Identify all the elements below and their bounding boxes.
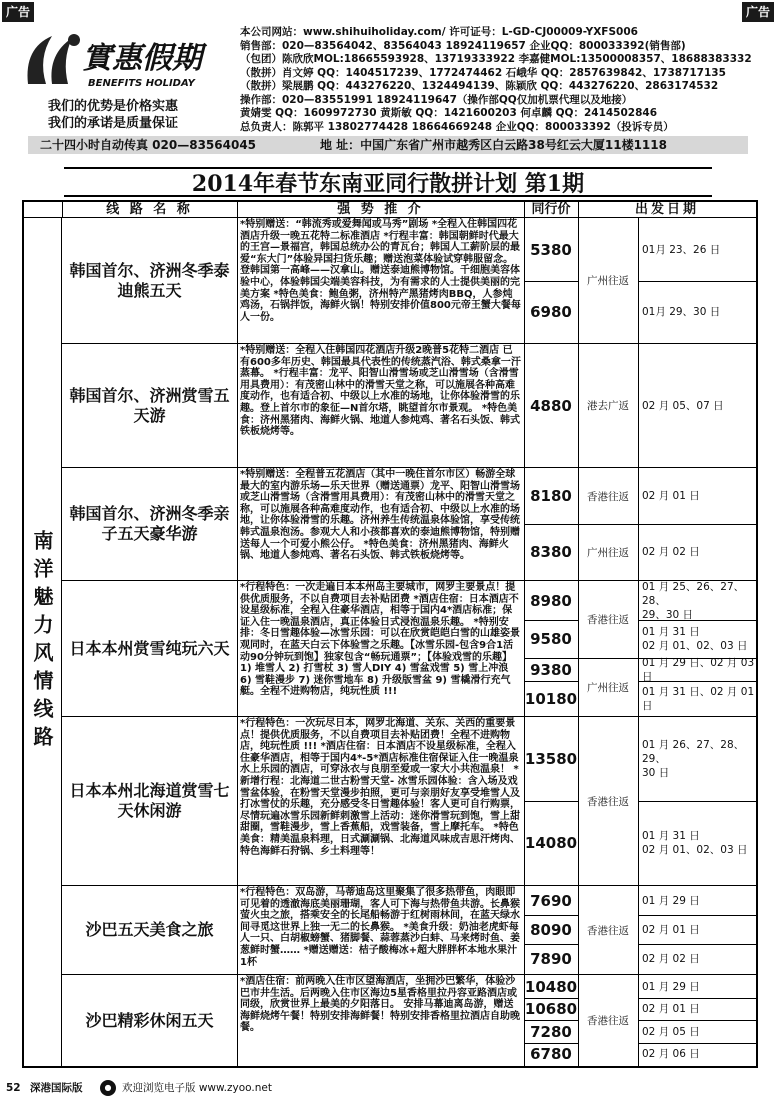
divider: [638, 998, 756, 999]
divider: [524, 524, 578, 525]
column-divider: [237, 717, 238, 885]
column-divider: [578, 344, 579, 467]
header-divider: [578, 202, 579, 218]
header: [0, 22, 776, 152]
header-divider: [62, 202, 63, 218]
route-highlights: *特别赠送：全程普五花酒店（其中一晚住首尔市区）畅游全球最大的室内游乐场—乐天世界（赠送通票）龙平、阳智山滑雪场或芝山滑雪场（含滑雪用具费用）：有茂密山林中的滑雪天堂之称，可以施展各种高难度动作，也有适合初、中级以上水准的场地，让你体验滑雪的乐趣。济州养生传统温泉体验馆，享受传统韩式温泉泡汤。参观大人和小孩都喜欢的泰迪熊博物馆，特别赠送每人一个可爱小熊公仔。 *特色美食：济州黑猪肉、海鲜火锅、地道人参炖鸡、著名石头饭、韩式铁板烧烤等。: [240, 469, 520, 562]
divider: [638, 915, 756, 916]
column-divider: [578, 218, 579, 343]
divider: [638, 620, 756, 621]
price-offer: [524, 658, 756, 681]
divider: [524, 915, 578, 916]
column-divider: [638, 975, 639, 1066]
header-price: 同行价: [531, 202, 571, 217]
divider: [638, 658, 756, 659]
price-offer: [524, 281, 756, 343]
column-divider: [524, 344, 525, 467]
departure-city: 广州往返: [587, 546, 629, 559]
departure-city: 香港往返: [587, 795, 629, 808]
column-divider: [524, 975, 525, 1066]
divider: [638, 524, 756, 525]
route-highlights: *酒店住宿：前两晚入住市区望海酒店，坐拥沙巴繁华，体验沙巴市井生活。后两晚入住市区海边5星香格里拉丹容亚路酒店或同级，欣赏世界上最美的夕阳落日。 安排马幕迪离岛游，赠送海鲜烧烤午餐！特别安排海鲜餐！特别安排香格里拉酒店自助晚餐。: [240, 976, 520, 1034]
departure-city: 港去广返: [587, 400, 629, 412]
price-offer: [524, 886, 756, 915]
offer-price: 14080: [524, 834, 578, 852]
departure-city: 广州往返: [587, 275, 629, 287]
route-offers: [524, 886, 756, 974]
departure-date: 01月 29、30 日: [642, 306, 721, 318]
column-divider: [578, 975, 579, 1066]
header-route: 线 路 名 称: [106, 202, 193, 217]
ad-tag-right: 广告: [742, 2, 774, 22]
contact-line: 操作部：020—83551991 18924119647（操作部QQ仅加机票代理以及地接）: [240, 93, 633, 106]
departure-date: 01 月 29 日: [642, 980, 700, 993]
column-divider: [638, 581, 639, 716]
header-divider: [524, 202, 525, 218]
contact-line: 本公司网站：www.shihuiholiday.com/ 许可证号：L-GD-CJ00009-YXFS006: [240, 26, 638, 38]
departure-date: 02 月 02 日: [642, 953, 700, 965]
offer-price: 8180: [530, 487, 572, 505]
offer-dates: [638, 717, 756, 801]
route-highlights: *行程特色：一次玩尽日本，网罗北海道、关东、关西的重要景点！提供优质服务，不以自费项目去补贴团费！全程不进购物店，纯玩性质 !!! *酒店住宿：日本酒店不设星级标准，全程入住豪华酒店，相等于国内4*-5*酒店标准住宿保证入住一晚温泉水上乐园的酒店，可穿泳衣与良朋至爱或一家大小共泡温泉！ *新增行程：北海道二世古粉雪天堂- 冰雪乐园体验：含入场及戏雪盆体验，在粉雪天堂漫步拍照，更可与亲朋好友享受堆雪人及打冰雪仗的乐趣，充分感受冬日雪趣体验！客人更可自行购票，尽情玩遍冰雪乐园新鲜刺激雪上活动：迷你滑雪玩到饱，雪上甜甜圈，雪鞋漫步，雪上香蕉船，戏雪装备，雪上摩托车。 *特色美食：精美温泉料理，日式涮涮锅、北海道风味成吉思汗烤肉、特色海鲜石狩锅、乡土料理等！: [240, 718, 520, 857]
region-text: 南洋魅力风情线路: [30, 530, 54, 754]
offer-dates: [638, 281, 756, 343]
column-divider: [524, 581, 525, 716]
logo-brand-cn: 實惠假期: [82, 41, 202, 76]
route-offers: [524, 218, 756, 343]
column-divider: [237, 975, 238, 1066]
divider: [578, 658, 638, 659]
divider: [638, 1043, 756, 1044]
route-highlights: *特别赠送：全程入住韩国四花酒店升级2晚普5花特二酒店 已有600多年历史、韩国最具代表性的传统蒸汽浴、韩式桑拿一汗蒸幕。 *行程丰富：龙平、阳智山滑雪场或芝山滑雪场（含滑雪用具费用）：有茂密山林中的滑雪天堂之称，可以施展各种高难度动作，也有适合初、中级以上水准的场地，让你体验滑雪的乐趣。登上首尔市的象征—N首尔塔，眺望首尔市景观。 *特色美食：济州黑猪肉、海鲜火锅、地道人参炖鸡、著名石头饭、韩式铁板烧烤等。: [240, 345, 521, 438]
column-divider: [578, 717, 579, 885]
contact-line: （包团）陈欣欣MOL:18665593928、13719333922 李嘉健MOL:13500008357、18688383332: [240, 53, 752, 65]
departure-date: 01 月 31 日: [642, 830, 700, 842]
contact-line: （散拼）肖文婷 QQ：1404517239、1772474462 石峨华 QQ：2857639842、1738717135: [240, 66, 726, 79]
header-divider: [237, 202, 238, 218]
divider: [578, 524, 638, 525]
page-number: 52: [6, 1082, 21, 1094]
offer-dates: [638, 975, 756, 998]
departure-date: 02 月 05、07 日: [642, 399, 724, 412]
departure-city: 香港往返: [587, 614, 629, 626]
column-divider: [524, 468, 525, 580]
offer-dates: [638, 944, 756, 974]
divider: [524, 658, 578, 659]
divider: [638, 1020, 756, 1021]
departure-date: 01 月 29 日、02 月 03 日: [642, 656, 755, 683]
departure-date: 02 月 01、02、03 日: [642, 844, 748, 856]
offer-dates: [638, 620, 756, 658]
price-offer: [524, 681, 756, 716]
ad-tag-left: 广告: [2, 2, 34, 22]
column-divider: [524, 218, 525, 343]
divider: [638, 801, 756, 802]
departure-date: 01 月 26、27、28、29、: [642, 739, 745, 765]
column-divider: [638, 468, 639, 580]
divider: [524, 1020, 578, 1021]
slogans: [48, 98, 178, 132]
route-row: [62, 344, 756, 468]
route-row: [62, 717, 756, 886]
offer-price: 8980: [530, 591, 572, 610]
region-label: [24, 218, 62, 1066]
divider: [638, 681, 756, 682]
departure-date: 02 月 02 日: [642, 546, 700, 558]
departure-city: 香港往返: [587, 924, 629, 937]
route-offers: [524, 581, 756, 716]
route-highlights: *行程特色：双岛游，马蒂迪岛这里聚集了很多热带鱼，肉眼即可见着的透澈海底美丽珊瑚，客人可下海与热带鱼共游。长鼻猴萤火虫之旅，搭乘安全的长尾船畅游于红树雨林间，在蓝天绿水间寻觅这世界上独一无二的长鼻猴。 *美食升级：奶油老虎虾每人一只、白胡椒螃蟹、猪脚餐、蒜蓉蒸沙白蚌、马来烤时鱼、姜葱鲜时蟹…… *赠送赠送：桔子酸梅冰+超大胖胖杯本地水果汁1杯: [240, 887, 520, 968]
route-offers: [524, 344, 756, 467]
column-divider: [638, 717, 639, 885]
offer-dates: [638, 218, 756, 281]
offer-dates: [638, 998, 756, 1020]
column-divider: [237, 344, 238, 467]
contact-line: 总负责人：陈郭平 13802774428 18664669248 企业QQ：800033392（投诉专员）: [240, 120, 674, 133]
route-row: [62, 468, 756, 581]
price-offer: [524, 1043, 756, 1065]
divider: [524, 944, 578, 945]
price-offer: [524, 524, 756, 580]
column-divider: [237, 886, 238, 974]
departure-city: 香港往返: [587, 490, 629, 503]
price-offer: [524, 944, 756, 974]
route-row: [62, 218, 756, 344]
fax-address-bar: [28, 136, 748, 154]
column-divider: [237, 218, 238, 343]
departure-date: 29、30 日: [642, 608, 694, 621]
fax-number: 二十四小时自动传真 020—83564045: [40, 138, 257, 152]
route-name: 沙巴精彩休闲五天: [85, 1010, 214, 1030]
offer-dates: [638, 468, 756, 524]
price-offer: [524, 717, 756, 801]
departure-date: 02 月 01 日: [642, 490, 700, 502]
divider: [524, 998, 578, 999]
price-offer: [524, 975, 756, 998]
offer-dates: [638, 681, 756, 716]
column-divider: [638, 218, 639, 343]
offer-dates: [638, 524, 756, 580]
logo-brand-en: BENEFITS HOLIDAY: [88, 78, 195, 89]
offer-dates: [638, 658, 756, 681]
slogan-line: 我们的优势是价格实惠: [48, 99, 179, 114]
route-name: 沙巴五天美食之旅: [85, 920, 214, 939]
offer-dates: [638, 1020, 756, 1043]
offer-price: 8380: [530, 543, 572, 561]
offer-price: 9380: [530, 660, 572, 679]
column-divider: [237, 468, 238, 580]
route-name: 韩国首尔、济洲冬季亲子五天豪华游: [69, 504, 230, 543]
offer-dates: [638, 344, 756, 467]
header-departure: 出发日期: [634, 202, 699, 217]
offer-price: 9580: [530, 630, 572, 648]
column-divider: [638, 344, 639, 467]
price-offer: [524, 998, 756, 1020]
route-highlights: *特别赠送：“韩流秀或爱舞闻或马秀”剧场 *全程入住韩国四花酒店升级一晚五花特二标准酒店 *行程丰富：韩国朝鲜时代最大的王宫—景福宫，韩国总统办公的青瓦台；韩国人工薪阶层的最爱“东大门”体验异国扫货乐趣；赠送泡菜体验试穿韩服留念。登韩国第一高峰——汉拿山。赠送泰迪熊博物馆。千细胞美容体验中心，体验韩国尖端美容科技，为有需求的人士提供美丽的完美方案 *特色美食：鲍鱼粥，济州特产黑猪烤肉BBQ，人参炖鸡汤，石锅拌饭，海鲜火锅！特别安排价值800元帝王蟹大餐每人一份。: [240, 219, 521, 323]
departure-date: 02 月 01 日: [642, 1003, 700, 1015]
offer-dates: [638, 801, 756, 885]
departure-date: 30 日: [642, 767, 670, 779]
offer-price: 8090: [530, 920, 572, 939]
price-offer: [524, 218, 756, 281]
departure-city: 香港往返: [587, 1014, 629, 1027]
departure-date: 01月 23、26 日: [642, 243, 721, 256]
departure-date: 02 月 01 日: [642, 923, 700, 936]
price-offer: [524, 620, 756, 658]
route-name: 韩国首尔、济洲冬季泰迪熊五天: [69, 260, 230, 300]
offer-price: 10680: [524, 1000, 578, 1018]
divider: [524, 620, 578, 621]
contact-info: [240, 26, 774, 134]
price-offer: [524, 468, 756, 524]
column-divider: [578, 886, 579, 974]
departure-date: 01 月 25、26、27、28、: [642, 580, 745, 607]
divider: [638, 281, 756, 282]
divider: [524, 801, 578, 802]
offer-price: 13580: [524, 750, 578, 768]
edition-name: 深港国际版: [30, 1082, 83, 1094]
departure-date: 02 月 05 日: [642, 1025, 700, 1038]
route-offers: [524, 717, 756, 885]
page-title: 2014年春节东南亚同行散拼计划 第1期: [64, 167, 712, 197]
route-row: [62, 886, 756, 975]
column-divider: [524, 717, 525, 885]
column-divider: [237, 581, 238, 716]
footer: [0, 1078, 776, 1098]
column-divider: [638, 886, 639, 974]
column-divider: [524, 886, 525, 974]
slogan-line: 我们的承诺是质量保证: [48, 116, 179, 131]
departure-date: 02 月 01、02、03 日: [642, 640, 748, 652]
price-offer: [524, 801, 756, 885]
route-offers: [524, 468, 756, 580]
departure-date: 02 月 06 日: [642, 1048, 700, 1060]
offer-price: 7280: [530, 1022, 572, 1041]
offer-price: 6980: [530, 303, 572, 321]
departure-city: 广州往返: [587, 681, 629, 694]
departure-date: 01 月 31 日: [642, 626, 700, 638]
brand-logo: [22, 28, 232, 94]
offer-price: 7690: [530, 891, 572, 910]
offer-price: 4880: [530, 396, 572, 415]
offer-dates: [638, 581, 756, 620]
column-divider: [578, 581, 579, 716]
price-offer: [524, 1020, 756, 1043]
divider: [638, 944, 756, 945]
column-divider: [578, 468, 579, 580]
offer-price: 6780: [530, 1045, 572, 1063]
offer-dates: [638, 1043, 756, 1065]
divider: [524, 1043, 578, 1044]
departure-date: 01 月 31 日、02 月 01 日: [642, 685, 755, 712]
route-row: [62, 581, 756, 717]
offer-price: 10180: [524, 689, 578, 708]
publisher-logo-icon: ●: [100, 1080, 116, 1096]
contact-line: （散拼）梁展鹏 QQ：443276220、1324494139、陈颖欣 QQ：443276220、2863174532: [240, 80, 719, 92]
offer-price: 5380: [530, 240, 572, 259]
contact-line: 销售部：020—83564042、83564043 18924119657 企业QQ：800033392(销售部): [240, 39, 686, 52]
route-name: 日本本州赏雪纯玩六天: [69, 638, 230, 658]
route-name: 日本本州北海道赏雪七天休闲游: [69, 781, 230, 820]
browse-text: 欢迎浏览电子版 www.zyoo.net: [122, 1082, 272, 1094]
divider: [524, 281, 578, 282]
price-offer: [524, 581, 756, 620]
departure-date: 01 月 29 日: [642, 894, 700, 907]
top-bar: [0, 0, 776, 22]
route-name: 韩国首尔、济洲赏雪五天游: [69, 385, 230, 425]
divider: [524, 681, 578, 682]
itinerary-table: [22, 200, 758, 1068]
route-highlights: *行程特色：一次走遍日本本州岛主要城市，网罗主要景点！提供优质服务，不以自费项目去补贴团费 *酒店住宿：日本酒店不设星级标准，全程入住豪华酒店，相等于国内4*酒店标准；保证入住一晚温泉酒店，真正体验日式浸泡温泉乐趣。 *特别安排：冬日雪趣体验—冰雪乐园：可以在欣赏皑皑白雪的山雄姿景观同时，在蓝天白云下体验雪之乐趣。【冰雪乐园-包含9合1活动90分钟玩到饱】独家包含“畅玩通票”；【体验戏雪的乐趣】1) 堆雪人 2) 打雪杖 3) 雪人DIY 4) 雪盆戏雪 5) 雪上冲浪 6) 雪鞋漫步 7) 迷你雪地车 8) 升级版雪盆 9) 雪橇滑行充气艇。全程不进购物店，纯玩性质 !!!: [240, 582, 520, 698]
price-offer: [524, 915, 756, 944]
price-offer: [524, 344, 756, 467]
route-offers: [524, 975, 756, 1066]
offer-dates: [638, 886, 756, 915]
table-header: [24, 202, 756, 218]
offer-dates: [638, 915, 756, 944]
offer-price: 10480: [524, 977, 578, 996]
company-address: 地 址：中国广东省广州市越秀区白云路38号红云大厦11楼1118: [320, 138, 667, 152]
contact-line: 黄婧雯 QQ：1609972730 黄斯敏 QQ：1421600203 何卓麟 QQ：2414502846: [240, 107, 658, 119]
offer-price: 7890: [530, 950, 572, 968]
header-highlights: 强 势 推 介: [337, 202, 424, 217]
route-row: [62, 975, 756, 1066]
